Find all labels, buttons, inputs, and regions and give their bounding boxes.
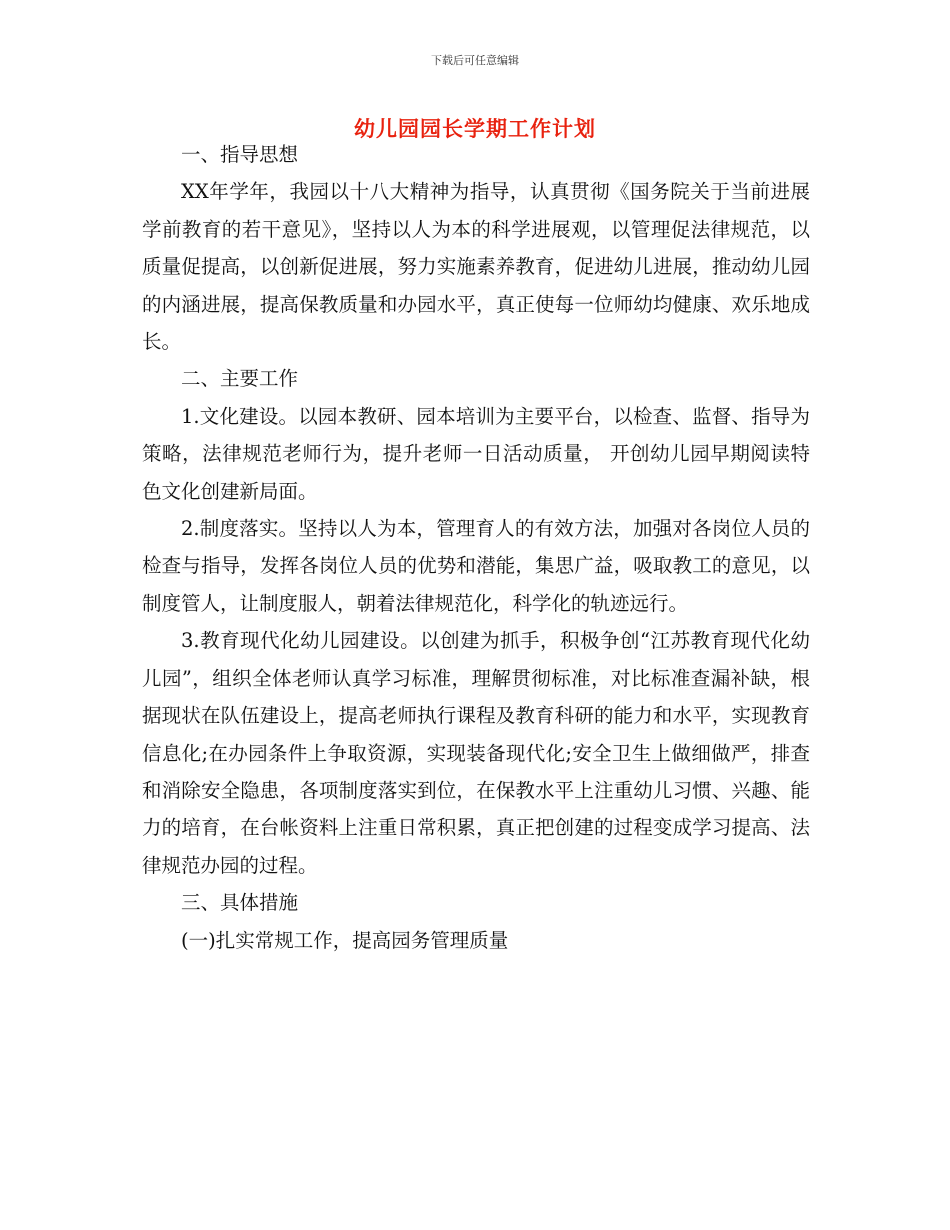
section-heading-measures: 三、具体措施	[181, 891, 299, 915]
section-heading-main-work: 二、主要工作	[181, 367, 299, 391]
paragraph-modernization: 3.教育现代化幼儿园建设。以创建为抓手，积极争创“江苏教育现代化幼儿园”，组织全体老师认真学习标准，理解贯彻标准，对比标准查漏补缺，根据现状在队伍建设上，提高老师执行课程及教育科研的能力和水平，实现教育信息化;在办园条件上争取资源，实现装备现代化;安全卫生上做细做严，排查和消除安全隐患，各项制度落实到位，在保教水平上注重幼儿习惯、兴趣、能力的培育，在台帐资料上注重日常积累，真正把创建的过程变成学习提高、法律规范办园的过程。	[142, 629, 810, 877]
header-note: 下载后可任意编辑	[431, 54, 519, 67]
document-body	[142, 136, 810, 959]
section-heading-guiding-thought: 一、指导思想	[181, 143, 299, 166]
subsection-heading-routine-work: (一)扎实常规工作，提高园务管理质量	[181, 928, 509, 952]
paragraph-guiding-thought: XX年学年，我园以十八大精神为指导，认真贯彻《国务院关于当前进展学前教育的若干意见》，坚持以人为本的科学进展观，以管理促法律规范，以质量促提高，以创新促进展，努力实施素养教育，促进幼儿进展，推动幼儿园的内涵进展，提高保教质量和办园水平，真正使每一位师幼均健康、欢乐地成长。	[142, 180, 810, 354]
document-title: 幼儿园园长学期工作计划	[354, 117, 596, 141]
paragraph-culture-building: 1.文化建设。以园本教研、园本培训为主要平台，以检查、监督、指导为策略，法律规范老师行为，提升老师一日活动质量， 开创幼儿园早期阅读特色文化创建新局面。	[142, 404, 810, 503]
paragraph-system-implementation: 2.制度落实。坚持以人为本，管理育人的有效方法，加强对各岗位人员的检查与指导，发挥各岗位人员的优势和潜能，集思广益，吸取教工的意见，以制度管人，让制度服人，朝着法律规范化，科学化的轨迹远行。	[142, 517, 810, 615]
